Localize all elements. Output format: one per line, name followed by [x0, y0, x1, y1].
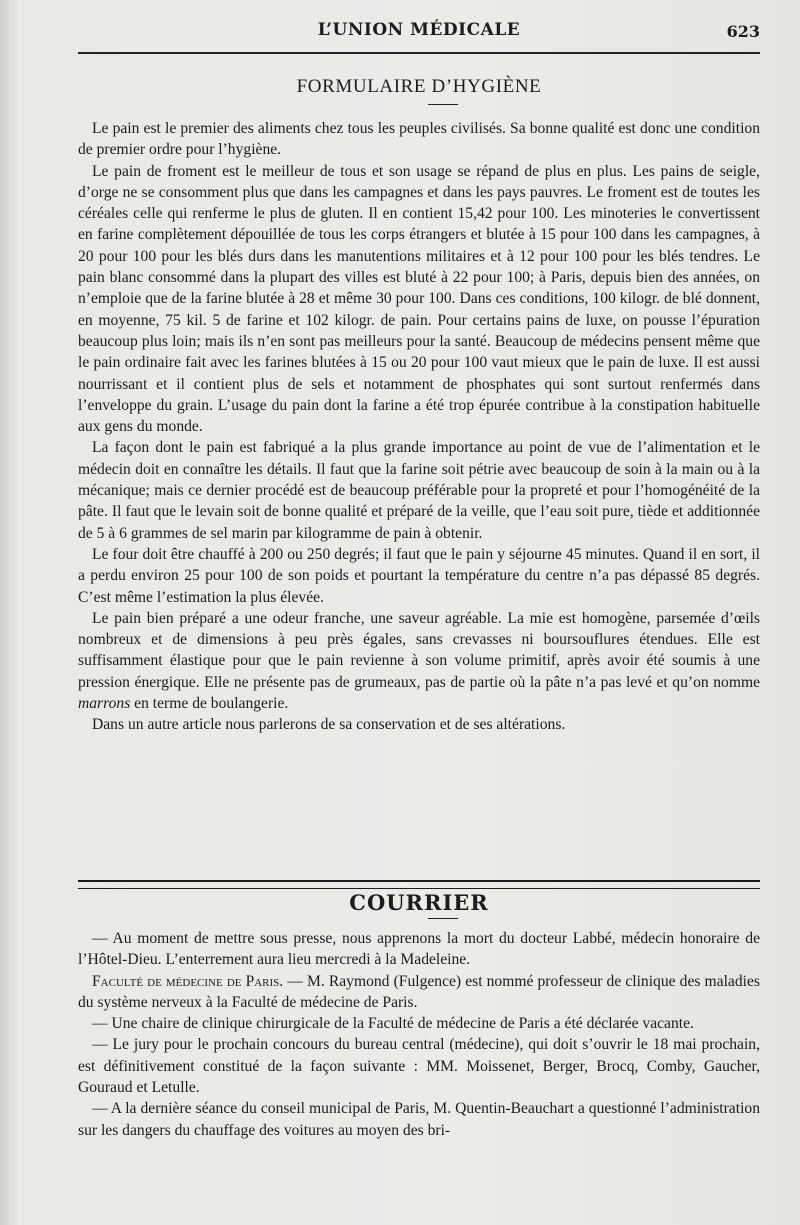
paragraph-text: en terme de boulangerie.	[130, 695, 289, 713]
journal-title: L’UNION MÉDICALE	[317, 20, 521, 40]
page-number: 623	[726, 22, 760, 41]
paragraph-text: Le pain bien préparé a une odeur franche, une saveur agréable. La mie est homogène, parsemée d’œils nombreux et de dimensions à peu près égales, sans crevasses ni boursouflures étendues. Elle est suffisamment élastique pour que le pain revienne à son volume primitif, après avoir été soumis à une pression énergique. Elle ne présente pas de grumeaux, pas de partie où la pâte n’a pas levé et qu’on nomme	[78, 609, 760, 691]
courrier-section-title: COURRIER	[349, 890, 489, 915]
paragraph: Le pain de froment est le meilleur de tous et son usage se répand de plus en plus. Les pains de seigle, d’orge ne se consomment plus que dans les campagnes et dans les pays pauvres. Le froment est de toutes les céréales celle qui renferme le plus de gluten. Il en contient 15,42 pour 100. Les minoteries le convertissent en farine complètement dépouillée de tous les corps étrangers et blutée à 15 pour 100 dans les campagnes, à 20 pour 100 pour les blés durs dans les manutentions militaires et à 12 pour 100 pour les blés tendres. Le pain blanc consommé dans la plupart des villes est bluté à 22 pour 100; à Paris, depuis bien des années, on n’emploie que de la farine blutée à 28 et même 30 pour 100. Dans ces conditions, 100 kilogr. de blé donnent, en moyenne, 75 kil. 5 de farine et 102 kilogr. de pain. Pour certains pains de luxe, on pousse l’épuration beaucoup plus loin; mais ils n’en sont pas meilleurs pour la santé. Beaucoup de médecins pensent même que le pain ordinaire fait avec les farines blutées à 15 ou 20 pour 100 vaut mieux que le pain de luxe. Il est aussi nourrissant et il contient plus de sels et notamment de phosphates qui sont surtout renfermés dans l’enveloppe du grain. L’usage du pain dont la farine a été trop épurée contribue à la constipation habituelle aux gens du monde.	[78, 162, 760, 436]
paragraph: Dans un autre article nous parlerons de sa conservation et de ses altérations.	[92, 716, 566, 734]
running-head	[78, 20, 760, 46]
header-rule	[78, 52, 760, 54]
courrier-article	[78, 928, 760, 1141]
italic-term: marrons	[78, 695, 131, 713]
title-underline	[428, 918, 458, 919]
faculty-heading: Faculté de médecine de Paris.	[92, 972, 284, 990]
paragraph: La façon dont le pain est fabriqué a la plus grande importance au point de vue de l’alimentation et le médecin doit en connaître les détails. Il faut que la farine soit pétrie avec beaucoup de soin à la main ou à la mécanique; mais ce dernier procédé est de beaucoup préférable pour la propreté et pour l’homogénéité de la pâte. Il faut que le levain soit de bonne qualité et préparé de la veille, que l’eau soit pure, tiède et additionnée de 5 à 6 grammes de sel marin par kilogramme de pain à obtenir.	[78, 439, 760, 542]
news-item: — Une chaire de clinique chirurgicale de la Faculté de médecine de Paris a été déclarée vacante.	[92, 1015, 694, 1033]
hygiene-section-title: FORMULAIRE D’HYGIÈNE	[296, 76, 542, 97]
section-divider	[78, 880, 760, 889]
news-text: — M. Raymond (Fulgence) est nommé professeur de clinique des maladies du système nerveux à la Faculté de médecine de Paris.	[78, 972, 760, 1011]
news-item: — Au moment de mettre sous presse, nous apprenons la mort du docteur Labbé, médecin honoraire de l’Hôtel-Dieu. L’enterrement aura lieu mercredi à la Madeleine.	[78, 930, 760, 969]
hygiene-article	[78, 118, 760, 736]
paragraph: Le four doit être chauffé à 200 ou 250 degrés; il faut que le pain y séjourne 45 minutes. Quand il en sort, il a perdu environ 25 pour 100 de son poids et pourtant la température du centre n’a pas dépassé 85 degrés. C’est même l’estimation la plus élevée.	[78, 545, 760, 606]
paragraph	[78, 608, 760, 714]
paragraph: Le pain est le premier des aliments chez tous les peuples civilisés. Sa bonne qualité est donc une condition de premier ordre pour l’hygiène.	[78, 120, 760, 159]
title-underline	[428, 104, 458, 105]
news-item: — A la dernière séance du conseil municipal de Paris, M. Quentin-Beauchart a questionné l’administration sur les dangers du chauffage des voitures au moyen des bri-	[78, 1100, 760, 1139]
news-item: — Le jury pour le prochain concours du bureau central (médecine), qui doit s’ouvrir le 18 mai prochain, est définitivement constitué de la façon suivante : MM. Moissenet, Berger, Brocq, Comby, Gaucher, Gouraud et Letulle.	[78, 1036, 760, 1097]
news-item	[78, 971, 760, 1014]
